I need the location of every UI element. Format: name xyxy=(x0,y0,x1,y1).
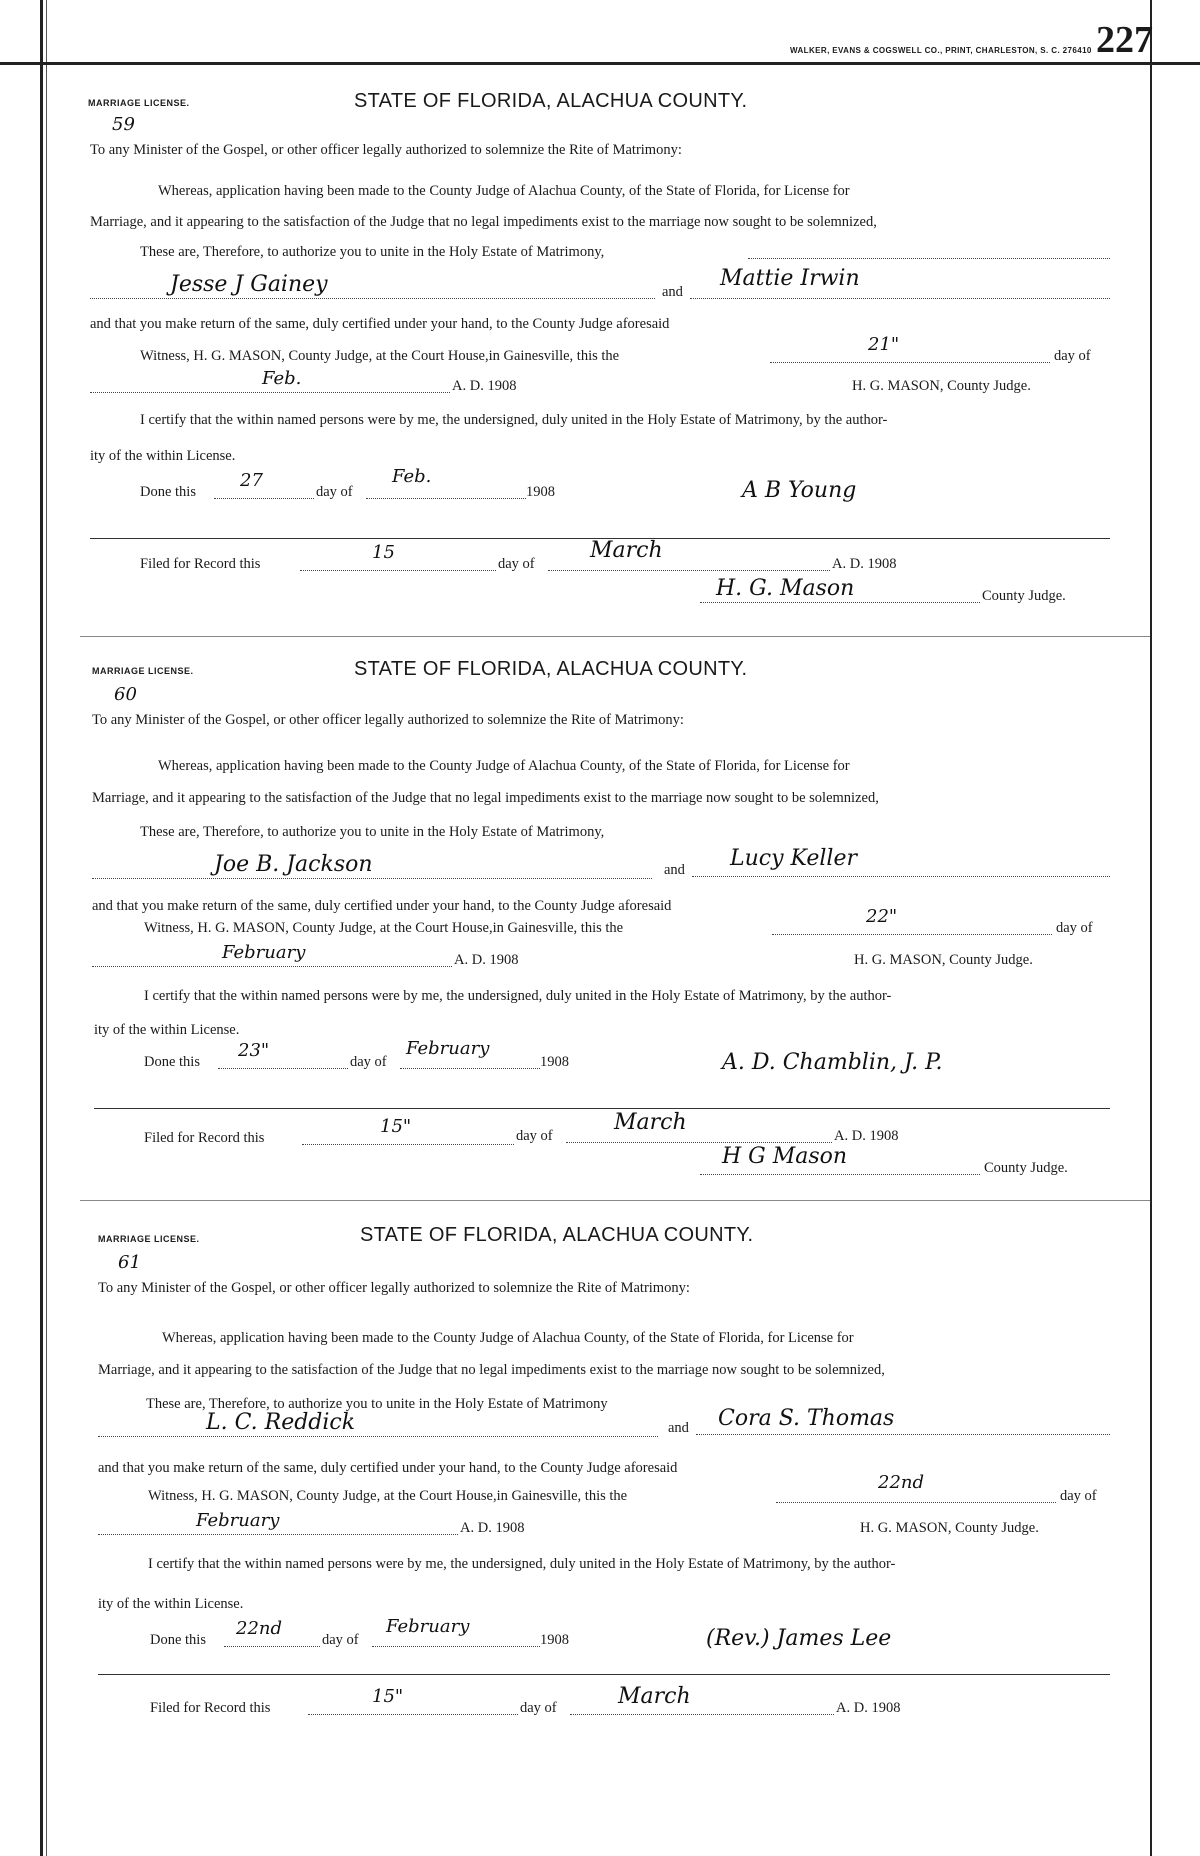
fill-line xyxy=(214,498,314,499)
bride-name: Cora S. Thomas xyxy=(718,1406,895,1431)
fill-line xyxy=(90,392,450,393)
whereas-line-2: Marriage, and it appearing to the satisfaction of the Judge that no legal impediments exist to the marriage now sought to be solemnized, xyxy=(90,214,877,230)
filed-text: Filed for Record this xyxy=(144,1130,265,1146)
license-number: 59 xyxy=(112,114,135,135)
filed-month: March xyxy=(618,1684,691,1709)
witness-month: Feb. xyxy=(262,368,302,389)
filed-by-signature: H G Mason xyxy=(722,1144,848,1169)
certify-line-1: I certify that the within named persons were by me, the undersigned, duly united in the Holy Estate of Matrimony, by the author- xyxy=(148,1556,896,1572)
filed-month: March xyxy=(614,1110,687,1135)
filed-text: Filed for Record this xyxy=(140,556,261,572)
return-line: and that you make return of the same, duly certified under your hand, to the County Judge aforesaid xyxy=(98,1460,678,1476)
fill-line xyxy=(692,876,1110,877)
ad-year: A. D. 1908 xyxy=(454,952,519,968)
whereas-line-2: Marriage, and it appearing to the satisfaction of the Judge that no legal impediments exist to the marriage now sought to be solemnized, xyxy=(98,1362,885,1378)
state-heading: STATE OF FLORIDA, ALACHUA COUNTY. xyxy=(354,90,748,112)
filed-ad: A. D. 1908 xyxy=(836,1700,901,1716)
done-day-of-text: day of xyxy=(322,1632,359,1648)
witness-day: 22nd xyxy=(878,1472,925,1493)
fill-line xyxy=(300,570,496,571)
filed-day: 15 xyxy=(372,542,395,563)
top-rule xyxy=(0,62,1200,65)
margin-rule-left-inner xyxy=(46,0,47,1856)
whereas-line-1: Whereas, application having been made to the County Judge of Alachua County, of the State of Florida, for License for xyxy=(158,758,850,774)
fill-line xyxy=(570,1714,834,1715)
section-rule xyxy=(94,1108,1110,1109)
bride-name: Lucy Keller xyxy=(730,846,857,871)
filed-day-of-text: day of xyxy=(516,1128,553,1144)
address-line: To any Minister of the Gospel, or other officer legally authorized to solemnize the Rite of Matrimony: xyxy=(92,712,684,728)
fill-line xyxy=(224,1646,320,1647)
done-year: 1908 xyxy=(540,1632,569,1648)
margin-rule-left xyxy=(40,0,43,1856)
judge-name: H. G. MASON, County Judge. xyxy=(854,952,1033,968)
done-this-text: Done this xyxy=(150,1632,206,1648)
officiant-signature: A B Young xyxy=(742,478,857,503)
done-month: February xyxy=(386,1616,470,1637)
margin-rule-right xyxy=(1150,0,1152,1856)
fill-line xyxy=(218,1068,348,1069)
groom-name: Joe B. Jackson xyxy=(214,852,373,877)
fill-line xyxy=(776,1502,1056,1503)
certify-line-2: ity of the within License. xyxy=(94,1022,240,1038)
filed-day: 15" xyxy=(372,1686,404,1707)
witness-month: February xyxy=(222,942,306,963)
state-heading: STATE OF FLORIDA, ALACHUA COUNTY. xyxy=(360,1224,754,1246)
page-number: 227 xyxy=(1096,19,1153,61)
filed-day-of-text: day of xyxy=(520,1700,557,1716)
witness-line: Witness, H. G. MASON, County Judge, at the Court House,in Gainesville, this the xyxy=(140,348,620,364)
authorize-line: These are, Therefore, to authorize you to unite in the Holy Estate of Matrimony, xyxy=(140,244,605,260)
groom-name: L. C. Reddick xyxy=(206,1410,356,1435)
fill-line xyxy=(548,570,830,571)
officiant-signature: A. D. Chamblin, J. P. xyxy=(722,1050,943,1075)
done-this-text: Done this xyxy=(140,484,196,500)
filed-ad: A. D. 1908 xyxy=(832,556,897,572)
certify-line-2: ity of the within License. xyxy=(98,1596,244,1612)
fill-line xyxy=(770,362,1050,363)
done-day: 23" xyxy=(238,1040,270,1061)
groom-name: Jesse J Gainey xyxy=(170,272,328,297)
filed-ad: A. D. 1908 xyxy=(834,1128,899,1144)
filed-day: 15" xyxy=(380,1116,412,1137)
return-line: and that you make return of the same, duly certified under your hand, to the County Judge aforesaid xyxy=(92,898,672,914)
license-label: MARRIAGE LICENSE. xyxy=(98,1234,200,1244)
license-label: MARRIAGE LICENSE. xyxy=(92,666,194,676)
done-year: 1908 xyxy=(526,484,555,500)
ad-year: A. D. 1908 xyxy=(452,378,517,394)
day-of-text: day of xyxy=(1056,920,1093,936)
witness-month: February xyxy=(196,1510,280,1531)
witness-day: 21" xyxy=(868,334,900,355)
done-this-text: Done this xyxy=(144,1054,200,1070)
witness-day: 22" xyxy=(866,906,898,927)
witness-line: Witness, H. G. MASON, County Judge, at the Court House,in Gainesville, this the xyxy=(148,1488,628,1504)
county-judge-text: County Judge. xyxy=(984,1160,1068,1176)
filed-text: Filed for Record this xyxy=(150,1700,271,1716)
fill-line xyxy=(366,498,526,499)
judge-name: H. G. MASON, County Judge. xyxy=(852,378,1031,394)
return-line: and that you make return of the same, duly certified under your hand, to the County Judge aforesaid xyxy=(90,316,670,332)
and-text: and xyxy=(664,862,685,878)
officiant-signature: (Rev.) James Lee xyxy=(706,1626,892,1651)
day-of-text: day of xyxy=(1054,348,1091,364)
and-text: and xyxy=(662,284,683,300)
fill-line xyxy=(98,1436,658,1437)
done-day-of-text: day of xyxy=(316,484,353,500)
fill-line xyxy=(696,1434,1110,1435)
filed-by-signature: H. G. Mason xyxy=(716,576,855,601)
witness-line: Witness, H. G. MASON, County Judge, at the Court House,in Gainesville, this the xyxy=(144,920,624,936)
filed-day-of-text: day of xyxy=(498,556,535,572)
and-text: and xyxy=(668,1420,689,1436)
printer-imprint: WALKER, EVANS & COGSWELL CO., PRINT, CHARLESTON, S. C. 276410 xyxy=(790,46,1092,55)
fill-line xyxy=(700,1174,980,1175)
authorize-line: These are, Therefore, to authorize you to unite in the Holy Estate of Matrimony, xyxy=(140,824,605,840)
done-month: February xyxy=(406,1038,490,1059)
section-rule xyxy=(98,1674,1110,1675)
certify-line-2: ity of the within License. xyxy=(90,448,236,464)
ad-year: A. D. 1908 xyxy=(460,1520,525,1536)
fill-line xyxy=(98,1534,458,1535)
fill-line xyxy=(748,258,1110,259)
fill-line xyxy=(690,298,1110,299)
license-label: MARRIAGE LICENSE. xyxy=(88,98,190,108)
done-day: 27 xyxy=(240,470,263,491)
county-judge-text: County Judge. xyxy=(982,588,1066,604)
fill-line xyxy=(566,1142,832,1143)
done-day-of-text: day of xyxy=(350,1054,387,1070)
state-heading: STATE OF FLORIDA, ALACHUA COUNTY. xyxy=(354,658,748,680)
address-line: To any Minister of the Gospel, or other officer legally authorized to solemnize the Rite of Matrimony: xyxy=(98,1280,690,1296)
address-line: To any Minister of the Gospel, or other officer legally authorized to solemnize the Rite of Matrimony: xyxy=(90,142,682,158)
certify-line-1: I certify that the within named persons were by me, the undersigned, duly united in the Holy Estate of Matrimony, by the author- xyxy=(140,412,888,428)
fill-line xyxy=(700,602,980,603)
judge-name: H. G. MASON, County Judge. xyxy=(860,1520,1039,1536)
filed-month: March xyxy=(590,538,663,563)
certify-line-1: I certify that the within named persons were by me, the undersigned, duly united in the Holy Estate of Matrimony, by the author- xyxy=(144,988,892,1004)
bride-name: Mattie Irwin xyxy=(720,266,860,291)
authorize-line: These are, Therefore, to authorize you to unite in the Holy Estate of Matrimony xyxy=(146,1396,608,1412)
fill-line xyxy=(772,934,1052,935)
fill-line xyxy=(372,1646,540,1647)
license-number: 61 xyxy=(118,1252,141,1273)
license-separator xyxy=(80,636,1150,637)
whereas-line-2: Marriage, and it appearing to the satisfaction of the Judge that no legal impediments exist to the marriage now sought to be solemnized, xyxy=(92,790,879,806)
whereas-line-1: Whereas, application having been made to the County Judge of Alachua County, of the State of Florida, for License for xyxy=(162,1330,854,1346)
fill-line xyxy=(400,1068,540,1069)
license-number: 60 xyxy=(114,684,137,705)
fill-line xyxy=(92,966,452,967)
license-separator xyxy=(80,1200,1150,1201)
done-month: Feb. xyxy=(392,466,432,487)
fill-line xyxy=(90,298,655,299)
whereas-line-1: Whereas, application having been made to the County Judge of Alachua County, of the State of Florida, for License for xyxy=(158,183,850,199)
done-year: 1908 xyxy=(540,1054,569,1070)
fill-line xyxy=(92,878,652,879)
fill-line xyxy=(308,1714,518,1715)
day-of-text: day of xyxy=(1060,1488,1097,1504)
done-day: 22nd xyxy=(236,1618,283,1639)
fill-line xyxy=(302,1144,514,1145)
